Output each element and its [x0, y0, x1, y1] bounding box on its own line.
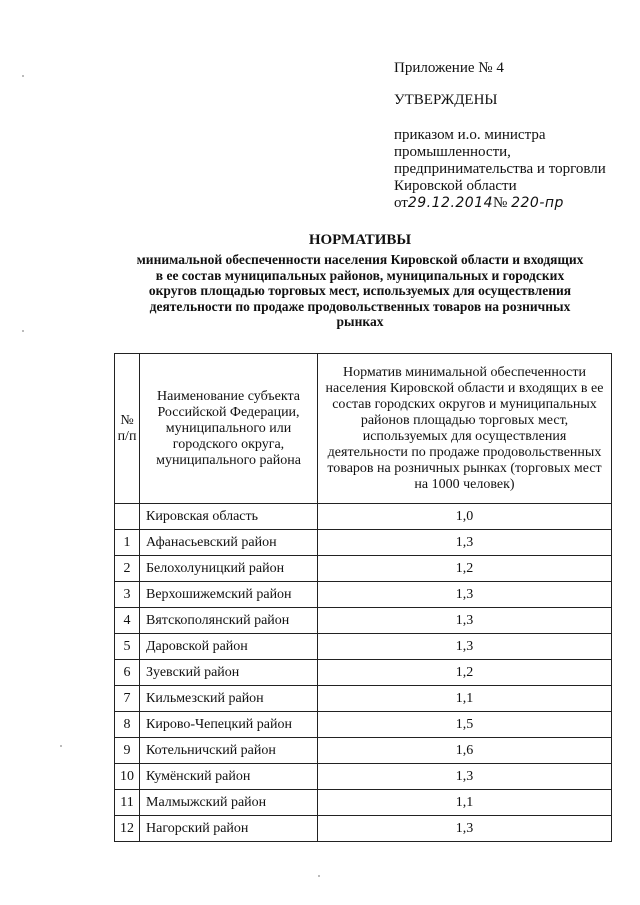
header-norm: Норматив минимальной обеспеченности населения Кировской области и входящих в ее состав городских округов и муниципальных районов площадью торговых мест, используемых для осуществления деятельности по продаже продовольственных товаров на розничных рынках (торговых мест на 1000 человек) [318, 354, 612, 504]
row-name: Кумёнский район [140, 764, 318, 790]
row-number: 5 [115, 634, 140, 660]
approval-block [394, 60, 634, 212]
row-name: Белохолуницкий район [140, 556, 318, 582]
row-number: 10 [115, 764, 140, 790]
row-value: 1,0 [318, 504, 612, 530]
table-row [115, 712, 612, 738]
order-date-handwritten: 29.12.2014 [407, 195, 494, 211]
row-name: Верхошижемский район [140, 582, 318, 608]
order-line-2: промышленности, [394, 144, 511, 160]
number-prefix: № [493, 195, 508, 211]
table-row [115, 686, 612, 712]
table-row [115, 556, 612, 582]
row-value: 1,1 [318, 686, 612, 712]
row-name: Малмыжский район [140, 790, 318, 816]
row-value: 1,3 [318, 530, 612, 556]
date-prefix: от [394, 195, 408, 211]
row-name: Кильмезский район [140, 686, 318, 712]
row-number: 2 [115, 556, 140, 582]
table-row [115, 504, 612, 530]
row-name: Афанасьевский район [140, 530, 318, 556]
header-number [115, 354, 140, 504]
order-line-1: приказом и.о. министра [394, 127, 546, 143]
row-value: 1,2 [318, 660, 612, 686]
row-number: 12 [115, 816, 140, 842]
order-line-3: предпринимательства и торговли [394, 161, 606, 177]
table-row [115, 530, 612, 556]
table-row [115, 634, 612, 660]
subtitle-line: округов площадью торговых мест, используемых для осуществления [148, 283, 572, 298]
row-name: Вятскополянский район [140, 608, 318, 634]
table-row [115, 816, 612, 842]
row-name: Зуевский район [140, 660, 318, 686]
row-value: 1,6 [318, 738, 612, 764]
scan-speck [60, 745, 62, 747]
document-subtitle [110, 252, 610, 330]
order-date-line [394, 195, 634, 212]
table-row [115, 738, 612, 764]
row-number: 11 [115, 790, 140, 816]
norms-table [114, 353, 612, 842]
subtitle-line: рынках [336, 314, 384, 329]
row-value: 1,3 [318, 764, 612, 790]
row-number [115, 504, 140, 530]
header-number-sign: № [120, 412, 134, 428]
subtitle-line: деятельности по продаже продовольственных товаров на розничных [149, 298, 571, 314]
row-value: 1,3 [318, 816, 612, 842]
order-line-4: Кировской области [394, 178, 517, 194]
row-number: 1 [115, 530, 140, 556]
header-number-pp: п/п [117, 428, 137, 444]
row-number: 4 [115, 608, 140, 634]
row-value: 1,3 [318, 608, 612, 634]
row-name: Котельничский район [140, 738, 318, 764]
table-row [115, 608, 612, 634]
scan-speck [22, 75, 24, 77]
row-name: Кировская область [140, 504, 318, 530]
header-name: Наименование субъекта Российской Федерации, муниципального или городского округа, муниципального района [140, 354, 318, 504]
table-row [115, 790, 612, 816]
row-number: 7 [115, 686, 140, 712]
subtitle-line: в ее состав муниципальных районов, муниципальных и городских [155, 267, 565, 283]
approved-label: УТВЕРЖДЕНЫ [394, 92, 498, 108]
document-title: НОРМАТИВЫ [308, 232, 412, 248]
row-value: 1,1 [318, 790, 612, 816]
row-number: 3 [115, 582, 140, 608]
table-header-row [115, 354, 612, 504]
appendix-label: Приложение № 4 [394, 60, 504, 76]
table-row [115, 660, 612, 686]
scan-speck [318, 875, 320, 877]
table-row [115, 582, 612, 608]
row-number: 6 [115, 660, 140, 686]
row-value: 1,3 [318, 582, 612, 608]
order-number-handwritten: 220-пр [511, 195, 564, 211]
table-row [115, 764, 612, 790]
subtitle-line: минимальной обеспеченности населения Кировской области и входящих [136, 252, 584, 267]
row-number: 8 [115, 712, 140, 738]
row-value: 1,5 [318, 712, 612, 738]
row-number: 9 [115, 738, 140, 764]
scan-speck [22, 330, 24, 332]
row-name: Даровской район [140, 634, 318, 660]
row-name: Кирово-Чепецкий район [140, 712, 318, 738]
row-name: Нагорский район [140, 816, 318, 842]
row-value: 1,3 [318, 634, 612, 660]
row-value: 1,2 [318, 556, 612, 582]
